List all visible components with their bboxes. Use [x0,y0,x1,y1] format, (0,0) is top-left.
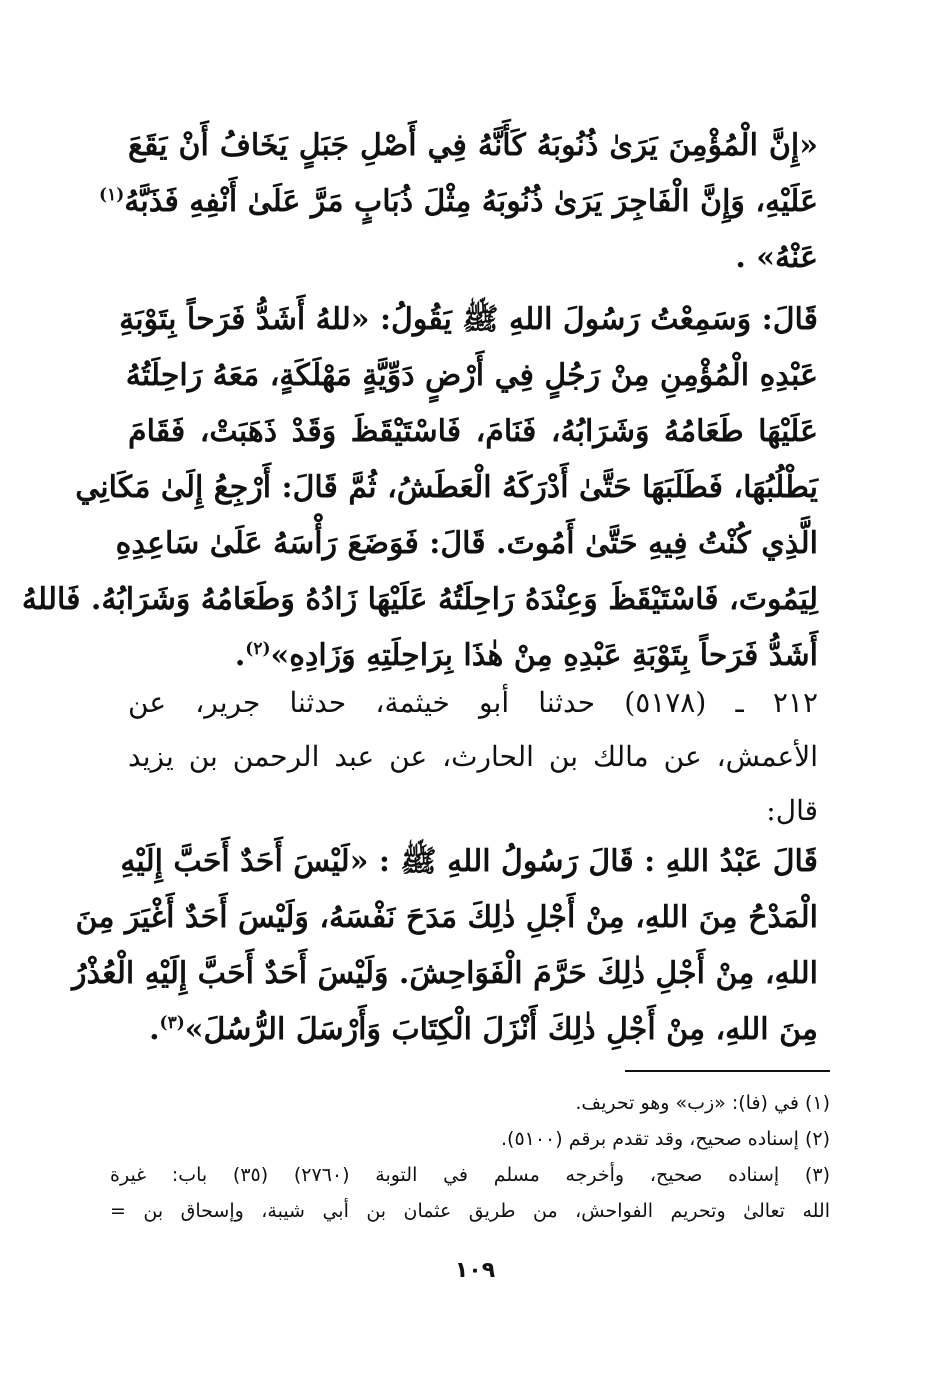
footnote-marker: (١) [99,185,125,205]
hadith-paragraph-2 [21,292,818,684]
text-line: قَالَ: وَسَمِعْتُ رَسُولَ اللهِ ﷺ يَقُولُ: «للهُ أَشَدُّ فَرَحاً بِتَوْبَةِ [119,302,818,337]
text-line: الَّذِي كُنْتُ فِيهِ حَتَّىٰ أَمُوتَ. قَالَ: فَوَضَعَ رَأْسَهُ عَلَىٰ سَاعِدِهِ [115,526,818,561]
text-line: الْمَدْحُ مِنَ اللهِ، مِنْ أَجْلِ ذٰلِكَ مَدَحَ نَفْسَهُ، وَلَيْسَ أَحَدٌ أَغْيَرَ مِنَ [75,900,818,935]
footnote-1: (١) في (فا): «زب» وهو تحريف. [575,1092,830,1114]
text-line: «إِنَّ الْمُؤْمِنَ يَرَىٰ ذُنُوبَهُ كَأَنَّهُ فِي أَصْلِ جَبَلٍ يَخَافُ أَنْ يَقَعَ [128,128,818,163]
text-line: قال: [766,794,818,827]
text-line: أَشَدُّ فَرَحاً بِتَوْبَةِ عَبْدِهِ مِنْ هٰذَا بِرَاحِلَتِهِ وَزَادِهِ»$^{(٢)}$. [234,638,818,673]
hadith-paragraph-3 [72,834,818,1058]
footnotes-section [110,1085,830,1229]
text-line: عَلَيْهَا طَعَامُهُ وَشَرَابُهُ، فَنَامَ، فَاسْتَيْقَظَ وَقَدْ ذَهَبَتْ، فَقَامَ [128,414,818,449]
footnote-3: (٣) إسناده صحيح، وأخرجه مسلم في التوبة (٢٧٦٠) (٣٥) باب: غيرة [110,1164,830,1186]
text-line: ٢١٢ ـ (٥١٧٨) حدثنا أبو خيثمة، حدثنا جرير، عن [128,686,818,719]
page-number: ١٠٩ [454,1258,496,1283]
footnote-marker: (٢) [245,639,271,659]
footnote-3-continued: الله تعالىٰ وتحريم الفواحش، من طريق عثمان بن أبي شيبة، وإسحاق بن = [110,1200,830,1222]
footnote-divider [625,1070,830,1072]
text-line: عَبْدِهِ الْمُؤْمِنِ مِنْ رَجُلٍ فِي أَرْضٍ دَوِّيَّةٍ مَهْلَكَةٍ، مَعَهُ رَاحِلَتُهُ [125,358,818,393]
text-line: عَنْهُ» . [735,240,818,275]
text-line: الأعمش، عن مالك بن الحارث، عن عبد الرحمن بن يزيد [128,740,818,773]
text-line: اللهِ، مِنْ أَجْلِ ذٰلِكَ حَرَّمَ الْفَوَاحِشَ. وَلَيْسَ أَحَدٌ أَحَبَّ إِلَيْهِ الْعُذْرُ [72,956,818,991]
text-line: قَالَ عَبْدُ اللهِ : قَالَ رَسُولُ اللهِ ﷺ : «لَيْسَ أَحَدٌ أَحَبَّ إِلَيْهِ [120,844,818,879]
text-line: عَلَيْهِ، وَإِنَّ الْفَاجِرَ يَرَىٰ ذُنُوبَهُ مِثْلَ ذُبَابٍ مَرَّ عَلَىٰ أَنْفِهِ فَذَبَّهُ$^{(١)}$ [99,184,818,219]
hadith-paragraph-1 [99,118,818,286]
text-line: يَطْلُبُهَا، فَطَلَبَهَا حَتَّىٰ أَدْرَكَهُ الْعَطَشُ، ثُمَّ قَالَ: أَرْجِعُ إِلَىٰ مَكَانِي [75,470,818,505]
footnote-2: (٢) إسناده صحيح، وقد تقدم برقم (٥١٠٠). [500,1128,830,1150]
text-line: لِيَمُوتَ، فَاسْتَيْقَظَ وَعِنْدَهُ رَاحِلَتُهُ عَلَيْهَا زَادُهُ وَطَعَامُهُ وَشَرَابُهُ. فَاللهُ [21,582,818,617]
isnad-paragraph [128,676,818,838]
footnote-marker: (٣) [159,1013,185,1033]
text-line: مِنَ اللهِ، مِنْ أَجْلِ ذٰلِكَ أَنْزَلَ الْكِتَابَ وَأَرْسَلَ الرُّسُلَ»$^{(٣)}$. [149,1012,818,1047]
